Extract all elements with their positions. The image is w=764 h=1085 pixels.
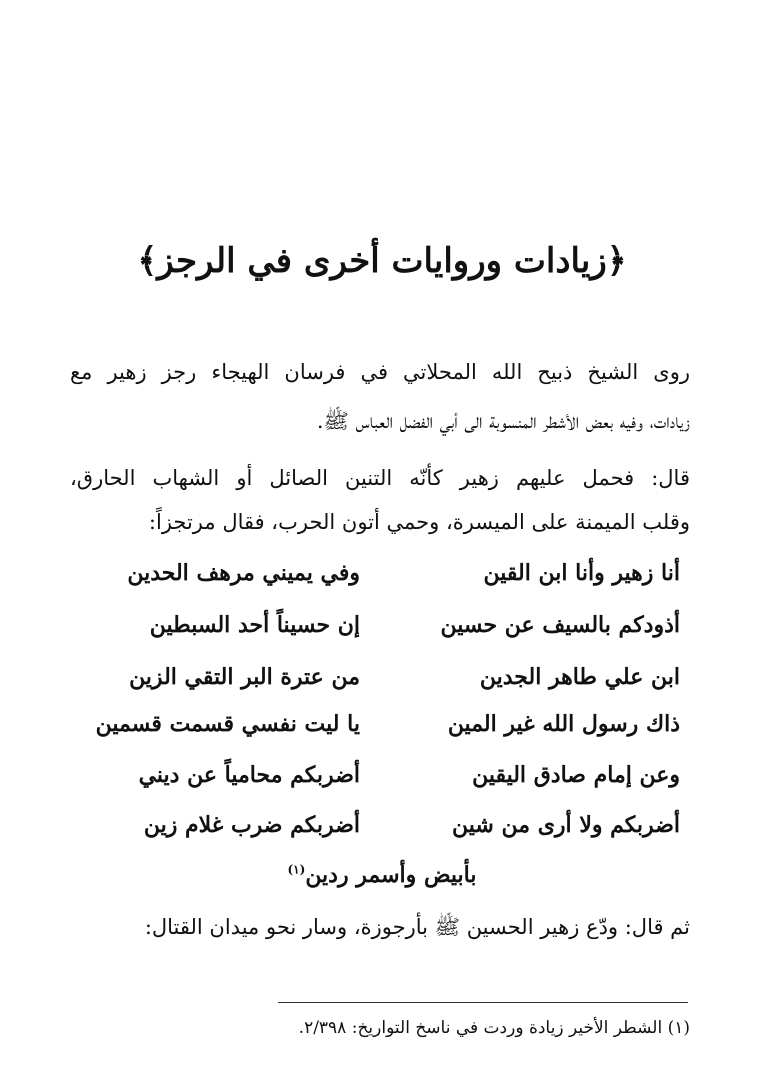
verse-second-hemistich: من عترة البر التقي الزين (129, 664, 360, 690)
verse-first-hemistich: أنا زهير وأنا ابن القين (483, 560, 680, 586)
footnote: (١) الشطر الأخير زيادة وردت في ناسخ التواريخ: ٢/٣٩٨. (298, 1018, 690, 1038)
last-verse-text: بأبيض وأسمر ردين (305, 862, 477, 888)
intro-line-2: زيادات، وفيه بعض الأشطر المنسوبة الى أبي الفضل العباس ﷺ. (316, 409, 690, 433)
intro-line-1: روى الشيخ ذبيح الله المحلاتي في فرسان الهيجاء رجز زهير مع (70, 360, 690, 384)
verse-first-hemistich: وعن إمام صادق اليقين (472, 762, 680, 788)
section-title: ﴿زيادات وروايات أخرى في الرجز﴾ (137, 241, 627, 281)
qala-line-1: قال: فحمل عليهم زهير كأنّه التنين الصائل أو الشهاب الحارق، (70, 466, 690, 490)
footnote-divider (278, 1002, 688, 1003)
qala-line-2: وقلب الميمنة على الميسرة، وحمي أتون الحرب، فقال مرتجزاً: (148, 510, 690, 534)
last-verse (0, 862, 764, 888)
verse-second-hemistich: أضربكم محامياً عن ديني (138, 762, 360, 788)
verse-second-hemistich: يا ليت نفسي قسمت قسمين (95, 711, 360, 737)
verse-row (90, 612, 680, 652)
verse-second-hemistich: وفي يميني مرهف الحدين (127, 560, 360, 586)
verse-second-hemistich: أضربكم ضرب غلام زين (143, 812, 360, 838)
verse-row (90, 812, 680, 852)
verse-first-hemistich: ذاك رسول الله غير المين (447, 711, 680, 737)
verse-row (90, 762, 680, 802)
verse-first-hemistich: أضربكم ولا أرى من شين (452, 812, 680, 838)
verse-first-hemistich: أذودكم بالسيف عن حسين (440, 612, 680, 638)
verse-second-hemistich: إن حسيناً أحد السبطين (149, 612, 360, 638)
footnote-reference: (١) (287, 862, 306, 877)
verse-row (90, 560, 680, 600)
closing-line: ثم قال: ودّع زهير الحسين ﷺ بأرجوزة، وسار نحو ميدان القتال: (144, 915, 690, 939)
verse-first-hemistich: ابن علي طاهر الجدين (479, 664, 680, 690)
verse-row (90, 664, 680, 704)
verse-row (90, 711, 680, 751)
